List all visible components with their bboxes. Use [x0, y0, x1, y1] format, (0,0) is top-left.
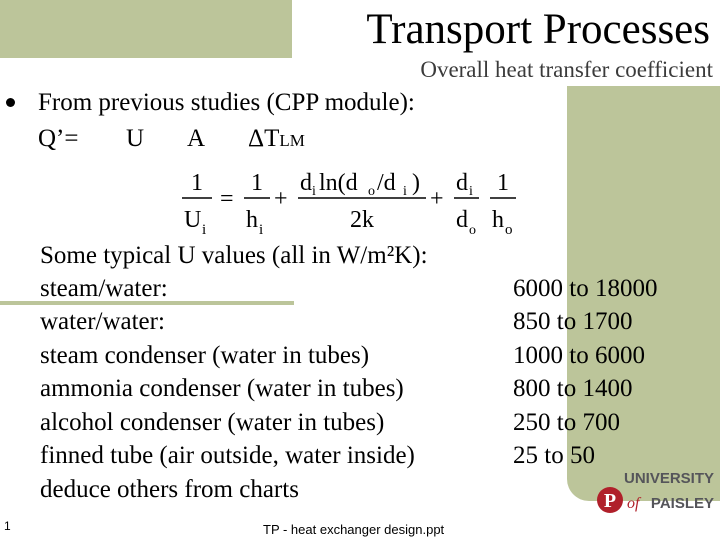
u-value-range: 250 to 700 [513, 409, 620, 436]
u-value-label: steam condenser (water in tubes) [40, 342, 370, 369]
logo-p-letter: P [603, 490, 617, 512]
formula-term3-close: ) [412, 170, 420, 196]
formula-term3-di-sub: i [403, 184, 407, 199]
university-of-paisley-logo [596, 466, 716, 520]
u-value-range: 25 to 50 [513, 442, 595, 469]
formula-plus-1: + [274, 186, 288, 212]
formula-term3-ln: ln(d [319, 170, 358, 196]
equation-lm-subscript: LM [279, 131, 305, 150]
u-value-label: steam/water: [40, 275, 168, 302]
typical-values-heading: Some typical U values (all in W/m²K): [40, 242, 428, 269]
formula-term2-sub: i [259, 222, 264, 238]
u-value-label: alcohol condenser (water in tubes) [40, 409, 385, 436]
formula-term2-numerator: 1 [251, 170, 263, 196]
equation-u: U [126, 125, 145, 152]
u-value-range: 1000 to 6000 [513, 342, 645, 369]
slide-number: 1 [4, 519, 11, 533]
equation-a: A [187, 125, 206, 152]
equation-lhs: Q’= [38, 125, 79, 152]
u-value-label: water/water: [40, 308, 165, 335]
formula-term4-do-sub: o [469, 223, 476, 238]
formula-term4-do: d [456, 207, 468, 233]
formula-term4-one: 1 [497, 170, 509, 196]
footer-filename: TP - heat exchanger design.ppt [263, 522, 445, 537]
formula-equals: = [220, 186, 234, 212]
logo-paisley-text: PAISLEY [650, 495, 714, 512]
formula-term3-slash-d: /d [377, 170, 396, 196]
logo-university-text: UNIVERSITY [623, 470, 714, 487]
overall-u-formula [176, 166, 526, 238]
bullet-text: From previous studies (CPP module): [38, 89, 415, 116]
formula-term1-numerator: 1 [191, 170, 203, 196]
slide-subtitle: Overall heat transfer coefficient [420, 57, 713, 82]
formula-term2-denominator: h [246, 207, 258, 233]
slide-title: Transport Processes [366, 6, 710, 53]
logo-of-text: of [627, 495, 640, 512]
formula-term3-d: d [300, 170, 312, 196]
deduce-note: deduce others from charts [40, 476, 299, 503]
u-value-range: 850 to 1700 [513, 308, 633, 335]
formula-term4-di-sub: i [469, 184, 473, 199]
u-value-range: 6000 to 18000 [513, 275, 658, 302]
formula-term3-denominator: 2k [350, 207, 374, 233]
u-value-label: ammonia condenser (water in tubes) [40, 375, 404, 402]
formula-term3-do-sub: o [368, 184, 375, 199]
formula-term1-denominator: U [184, 207, 202, 233]
formula-term4-h: h [492, 207, 504, 233]
bullet-dot [6, 98, 15, 107]
formula-term1-sub: i [202, 222, 207, 238]
formula-term3-d-sub: i [312, 184, 316, 199]
formula-plus-2: + [430, 186, 444, 212]
u-value-range: 800 to 1400 [513, 375, 633, 402]
formula-term4-di: d [456, 170, 468, 196]
formula-term4-h-sub: o [505, 222, 513, 238]
u-value-label: finned tube (air outside, water inside) [40, 442, 415, 469]
equation-delta-t: ΔTLM [248, 125, 305, 152]
